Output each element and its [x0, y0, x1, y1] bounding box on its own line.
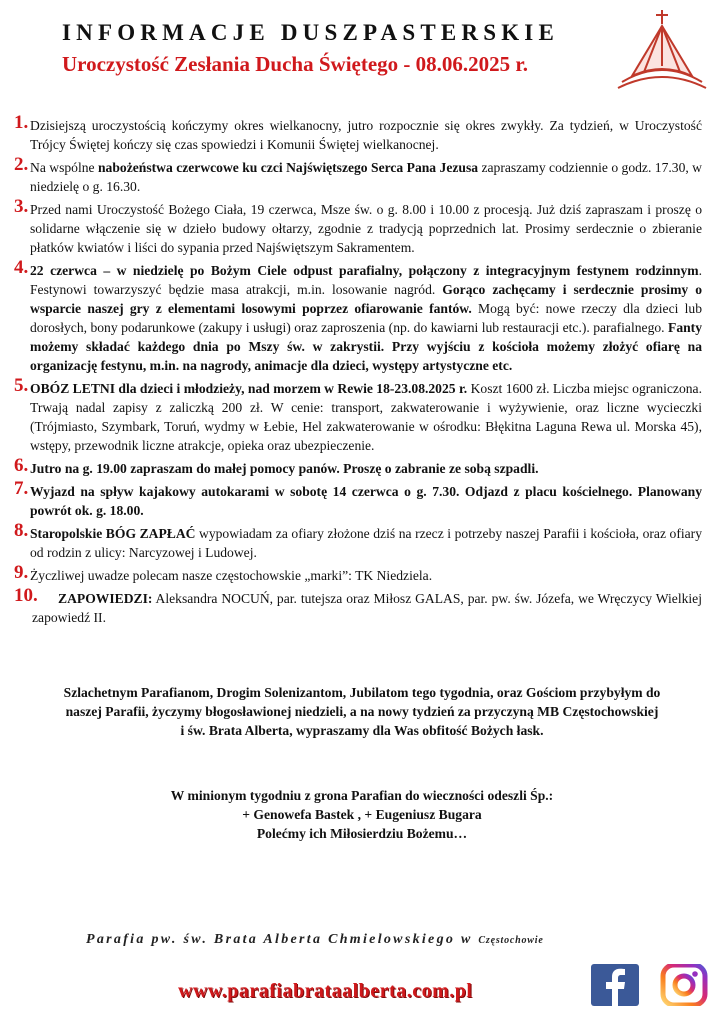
wishes-line: naszej Parafii, życzymy błogosławionej niedzieli, a na nowy tydzień za przyczyną MB Częstochowskiej: [65, 704, 659, 719]
item-text: zapraszamy codziennie o godz. 17.30, w niedzielę o g. 16.30.: [30, 160, 702, 194]
item-number: 5.: [14, 375, 29, 396]
item-number: 6.: [14, 455, 29, 476]
wishes-line: Szlachetnym Parafianom, Drogim Solenizantom, Jubilatom tego tygodnia, oraz Gościom przybyłym do: [63, 685, 661, 700]
item-text: . Festynowi towarzyszyć będzie masa atrakcji, m.in. losowanie nagród.: [30, 263, 702, 297]
announcement-3: [14, 196, 702, 257]
announcement-6: [14, 455, 702, 478]
item-number: 10.: [14, 585, 38, 606]
item-text-bold: ZAPOWIEDZI:: [58, 591, 153, 606]
announcement-1: [14, 112, 702, 154]
item-number: 4.: [14, 257, 29, 278]
item-text: Dzisiejszą uroczystością kończymy okres wielkanocny, jutro rozpocznie się okres zwykły. Za tydzień, w Uroczystość Trójcy Świętej kończy się czas spowiedzi i Komunii Świętej wielkanocnej.: [30, 118, 702, 152]
item-text: Na wspólne: [30, 160, 98, 175]
item-text-bold: nabożeństwa czerwcowe ku czci Najświętszego Serca Pana Jezusa: [98, 160, 479, 175]
item-text-bold: Fanty możemy składać każdego dnia po Mszy św. w zakrystii. Przy wyjściu z kościoła możemy złożyć ofiarę na organizację festynu, m.in. na nagrody, animacje dla dzieci, występy artystyczne etc.: [30, 320, 702, 373]
item-number: 9.: [14, 562, 29, 583]
item-text-bold: Wyjazd na spływ kajakowy autokarami w sobotę 14 czerwca o g. 7.30. Odjazd z placu kościelnego. Planowany powrót ok. g. 18.00.: [30, 484, 702, 518]
announcement-4: [14, 257, 702, 375]
item-number: 1.: [14, 112, 29, 133]
announcement-5: [14, 375, 702, 455]
item-text: Mogą być: nowe rzeczy dla dzieci lub dorosłych, bony podarunkowe (zakupy i usługi) oraz zaproszenia (np. do kawiarni lub restauracji etc.). parafialnego.: [30, 301, 702, 335]
obituary-block: [20, 786, 704, 843]
website-link[interactable]: www.parafiabrataalberta.com.pl: [178, 980, 473, 1002]
announcement-8: [14, 520, 702, 562]
parish-name-text: Parafia pw. św. Brata Alberta Chmielowskiego w: [86, 932, 473, 947]
item-text: wypowiadam za ofiary złożone dziś na rzecz i potrzeby naszej Parafii i kościoła, oraz ofiary od rodzin z ulicy: Narcyzowej i Ludowej.: [30, 526, 702, 560]
announcements-list: [14, 112, 702, 631]
announcement-9: [14, 562, 702, 585]
item-text-bold: OBÓZ LETNI dla dzieci i młodzieży, nad morzem w Rewie 18-23.08.2025 r.: [30, 381, 468, 396]
item-text: Koszt 1600 zł. Liczba miejsc ograniczona. Trwają nadal zapisy z zaliczką 200 zł. W cenie: transport, zakwaterowanie i wyżywienie, oraz liczne wycieczki (Trójmiasto, Szymbark, Toruń, wydmy w Łebie, Hel zakwaterowanie w ośrodku: Błękitna Laguna Rewa ul. Morska 45), wstępy, przewodnik liczne atrakcje, opieka oraz ubezpieczenie.: [30, 381, 702, 453]
page-title: INFORMACJE DUSZPASTERSKIE: [62, 20, 559, 45]
parish-name: [86, 932, 544, 948]
item-text: Aleksandra NOCUŃ, par. tutejsza oraz Miłosz GALAS, par. pw. św. Józefa, we Wręczycy Wielkiej zapowiedź II.: [32, 591, 702, 625]
wishes-line: i św. Brata Alberta, wypraszamy dla Was obfitość Bożych łask.: [180, 723, 544, 738]
item-text: Przed nami Uroczystość Bożego Ciała, 19 czerwca, Msze św. o g. 8.00 i 10.00 z procesją. Już dziś zapraszam i proszę o solidarne włączenie się w dzieło budowy ołtarzy, zgodnie z tradycją poprzednich lat. Prosimy serdecznie o zbieranie płatków kwiatów i liści do sypania przed Najświętszym Sakramentem.: [30, 202, 702, 255]
church-logo-icon: [614, 6, 710, 92]
announcement-10: [14, 585, 702, 627]
obituary-line: + Genowefa Bastek , + Eugeniusz Bugara: [242, 807, 482, 822]
announcement-7: [14, 478, 702, 520]
obituary-line: W minionym tygodniu z grona Parafian do wieczności odeszli Śp.:: [170, 788, 554, 803]
announcement-2: [14, 154, 702, 196]
item-text-bold: Jutro na g. 19.00 zapraszam do małej pomocy panów. Proszę o zabranie ze sobą szpadli.: [30, 461, 539, 476]
wishes-block: [20, 683, 704, 740]
item-text-bold: 22 czerwca – w niedzielę po Bożym Ciele odpust parafialny, połączony z integracyjnym festynem rodzinnym: [30, 263, 699, 278]
item-number: 2.: [14, 154, 29, 175]
obituary-line: Polećmy ich Miłosierdziu Bożemu…: [256, 826, 468, 841]
facebook-icon[interactable]: [591, 964, 639, 1006]
parish-city: Częstochowie: [478, 935, 544, 946]
item-number: 7.: [14, 478, 29, 499]
item-text-bold: Staropolskie BÓG ZAPŁAĆ: [30, 526, 196, 541]
item-text: Życzliwej uwadze polecam nasze częstochowskie „marki”: TK Niedziela.: [30, 568, 433, 583]
instagram-icon[interactable]: [660, 964, 708, 1006]
item-number: 3.: [14, 196, 29, 217]
item-text-bold: Gorąco zachęcamy i serdecznie prosimy o wsparcie naszej gry z elementami losowymi poprzez ofiarowanie fantów.: [30, 282, 702, 316]
item-number: 8.: [14, 520, 29, 541]
page-subtitle: Uroczystość Zesłania Ducha Świętego - 08.06.2025 r.: [62, 52, 529, 76]
